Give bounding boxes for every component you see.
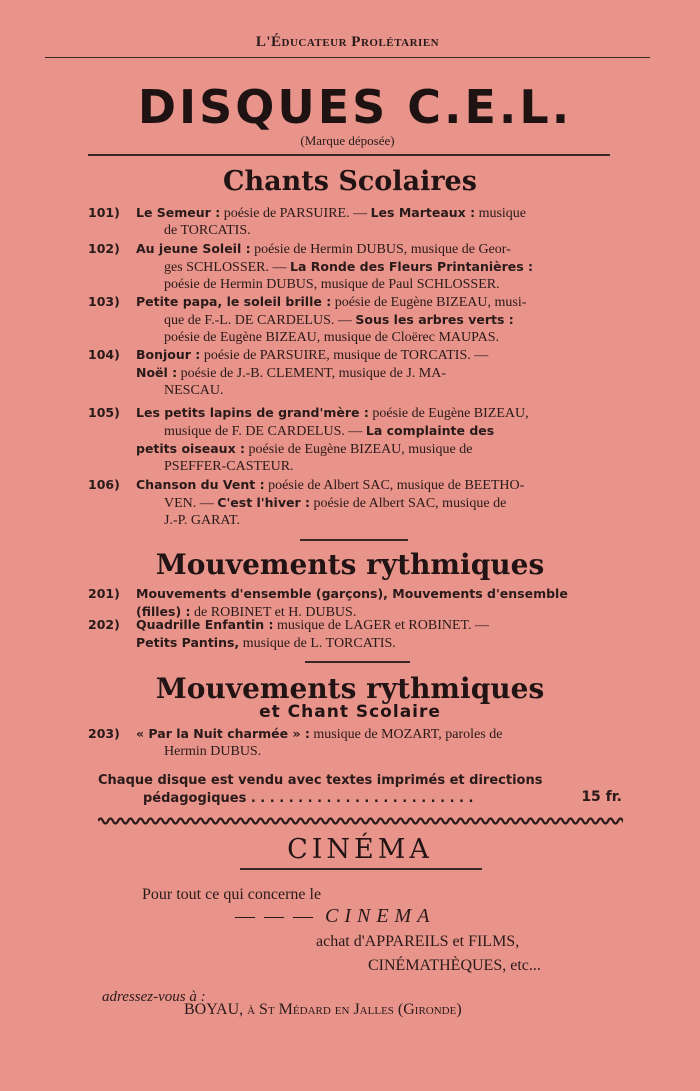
item-line [136, 512, 618, 529]
item-segment: poésie de Eugène BIZEAU, musique de [245, 442, 473, 457]
wavy-divider [98, 814, 623, 828]
title-rule [88, 154, 610, 156]
item-segment: poésie de Hermin DUBUS, musique de Geor- [250, 242, 511, 257]
item-segment: Hermin DUBUS. [164, 744, 262, 759]
item-segment: Les petits lapins de grand'mère : [136, 405, 369, 420]
item-line [136, 204, 618, 222]
item-segment: VEN. — [164, 496, 218, 511]
item-line [136, 258, 618, 276]
list-item [88, 476, 618, 529]
item-segment: C'est l'hiver : [217, 495, 310, 510]
item-segment: PSEFFER-CASTEUR. [164, 459, 294, 474]
list-item [88, 204, 618, 239]
item-number: 103) [88, 294, 120, 309]
item-segment: Au jeune Soleil : [136, 241, 251, 256]
item-line [136, 476, 618, 494]
item-line [136, 725, 618, 743]
section-title-chants: Chants Scolaires [223, 166, 477, 197]
item-segment: Bonjour : [136, 347, 201, 362]
item-line [136, 276, 618, 293]
item-segment: NESCAU. [164, 383, 224, 398]
item-line [136, 293, 618, 311]
item-number: 105) [88, 405, 120, 420]
item-line [136, 346, 618, 364]
page-title: DISQUES C.E.L. [137, 80, 573, 134]
item-line [136, 364, 618, 382]
item-line [136, 240, 618, 258]
item-segment: Quadrille Enfantin : [136, 617, 274, 632]
item-segment: musique de MOZART, paroles de [309, 727, 503, 742]
item-number: 203) [88, 726, 120, 741]
item-segment: musique [475, 206, 527, 221]
item-segment: Sous les arbres verts : [355, 312, 514, 327]
item-segment: poésie de Albert SAC, musique de [309, 496, 507, 511]
item-line [136, 743, 618, 760]
list-item [88, 404, 618, 475]
item-line [136, 311, 618, 329]
item-line [136, 440, 618, 458]
list-item [88, 293, 618, 346]
page-subtitle: (Marque déposée) [300, 133, 395, 148]
price-note-line2: pédagogiques . . . . . . . . . . . . . . . . . . . . . . . . [143, 791, 474, 806]
item-segment: poésie de Hermin DUBUS, musique de Paul SCHLOSSER. [164, 277, 500, 292]
cinema-dashes: — — — [235, 905, 315, 927]
item-segment: Noël : [136, 365, 178, 380]
item-line [136, 329, 618, 346]
section-subtitle-chant: et Chant Scolaire [259, 702, 441, 722]
list-item [88, 240, 618, 293]
item-segment: musique de LAGER et ROBINET. — [273, 618, 490, 633]
item-line [136, 616, 618, 634]
item-segment: poésie de PARSUIRE, musique de TORCATIS. — [200, 348, 489, 363]
section-title-mouvements-chant: Mouvements rythmiques [155, 672, 545, 705]
item-segment: petits oiseaux : [136, 441, 245, 456]
item-number: 101) [88, 205, 120, 220]
item-segment: Mouvements d'ensemble (garçons), Mouvements d'ensemble [136, 586, 568, 601]
item-segment: Petits Pantins, [136, 635, 240, 650]
item-segment: Chanson du Vent : [136, 477, 265, 492]
list-item [88, 346, 618, 399]
item-segment: musique de L. TORCATIS. [239, 636, 396, 651]
item-segment: « Par la Nuit charmée » : [136, 726, 310, 741]
item-line [136, 404, 618, 422]
item-segment: poésie de Albert SAC, musique de BEETHO- [264, 478, 525, 493]
cinema-line-3: achat d'APPAREILS et FILMS, [316, 933, 520, 950]
item-segment: Petite papa, le soleil brille : [136, 294, 332, 309]
list-item [88, 616, 618, 652]
item-line [136, 222, 618, 239]
item-segment: ges SCHLOSSER. — [164, 260, 291, 275]
item-segment: poésie de J.-B. CLEMENT, musique de J. MA- [177, 366, 446, 381]
list-item [88, 725, 618, 760]
item-segment: poésie de PARSUIRE. — [220, 206, 371, 221]
item-segment: poésie de Eugène BIZEAU, musi- [331, 295, 527, 310]
item-segment: poésie de Eugène BIZEAU, musique de Cloërec MAUPAS. [164, 330, 500, 345]
item-line [136, 382, 618, 399]
item-segment: Le Semeur : [136, 205, 221, 220]
item-number: 104) [88, 347, 120, 362]
journal-header: L'Éducateur Prolétarien [255, 34, 440, 50]
item-segment: musique de F. DE CARDELUS. — [164, 424, 366, 439]
item-line [136, 458, 618, 475]
item-segment: poésie de Eugène BIZEAU, [368, 406, 529, 421]
section-title-mouvements: Mouvements rythmiques [155, 548, 545, 581]
item-number: 106) [88, 477, 120, 492]
item-segment: que de F.-L. DE CARDELUS. — [164, 313, 356, 328]
cinema-title: CINÉMA [287, 834, 433, 865]
cinema-line-1: Pour tout ce qui concerne le [142, 886, 322, 903]
item-segment: de ROBINET et H. DUBUS. [190, 605, 357, 620]
header-rule [45, 57, 650, 58]
item-number: 202) [88, 617, 120, 632]
price-note-line1: Chaque disque est vendu avec textes imprimés et directions [98, 773, 543, 788]
item-line [136, 585, 618, 603]
section-divider [300, 539, 408, 541]
cinema-word: CINEMA [325, 905, 436, 927]
item-number: 102) [88, 241, 120, 256]
item-segment: (filles) : [136, 604, 191, 619]
cinema-underline [240, 868, 482, 870]
item-segment: J.-P. GARAT. [164, 513, 240, 528]
item-segment: de TORCATIS. [164, 223, 251, 238]
item-segment: La Ronde des Fleurs Printanières : [290, 259, 534, 274]
item-segment: Les Marteaux : [370, 205, 476, 220]
item-line [136, 494, 618, 512]
item-number: 201) [88, 586, 120, 601]
price: 15 fr. [581, 789, 622, 805]
price-note [98, 772, 623, 808]
section-divider [305, 661, 410, 663]
item-line [136, 634, 618, 652]
cinema-line-4: CINÉMATHÈQUES, etc... [368, 957, 541, 974]
address-label: adressez-vous à : [102, 989, 206, 1005]
address: BOYAU, à St Médard en Jalles (Gironde) [184, 1001, 462, 1018]
item-line [136, 422, 618, 440]
item-segment: La complainte des [365, 423, 495, 438]
